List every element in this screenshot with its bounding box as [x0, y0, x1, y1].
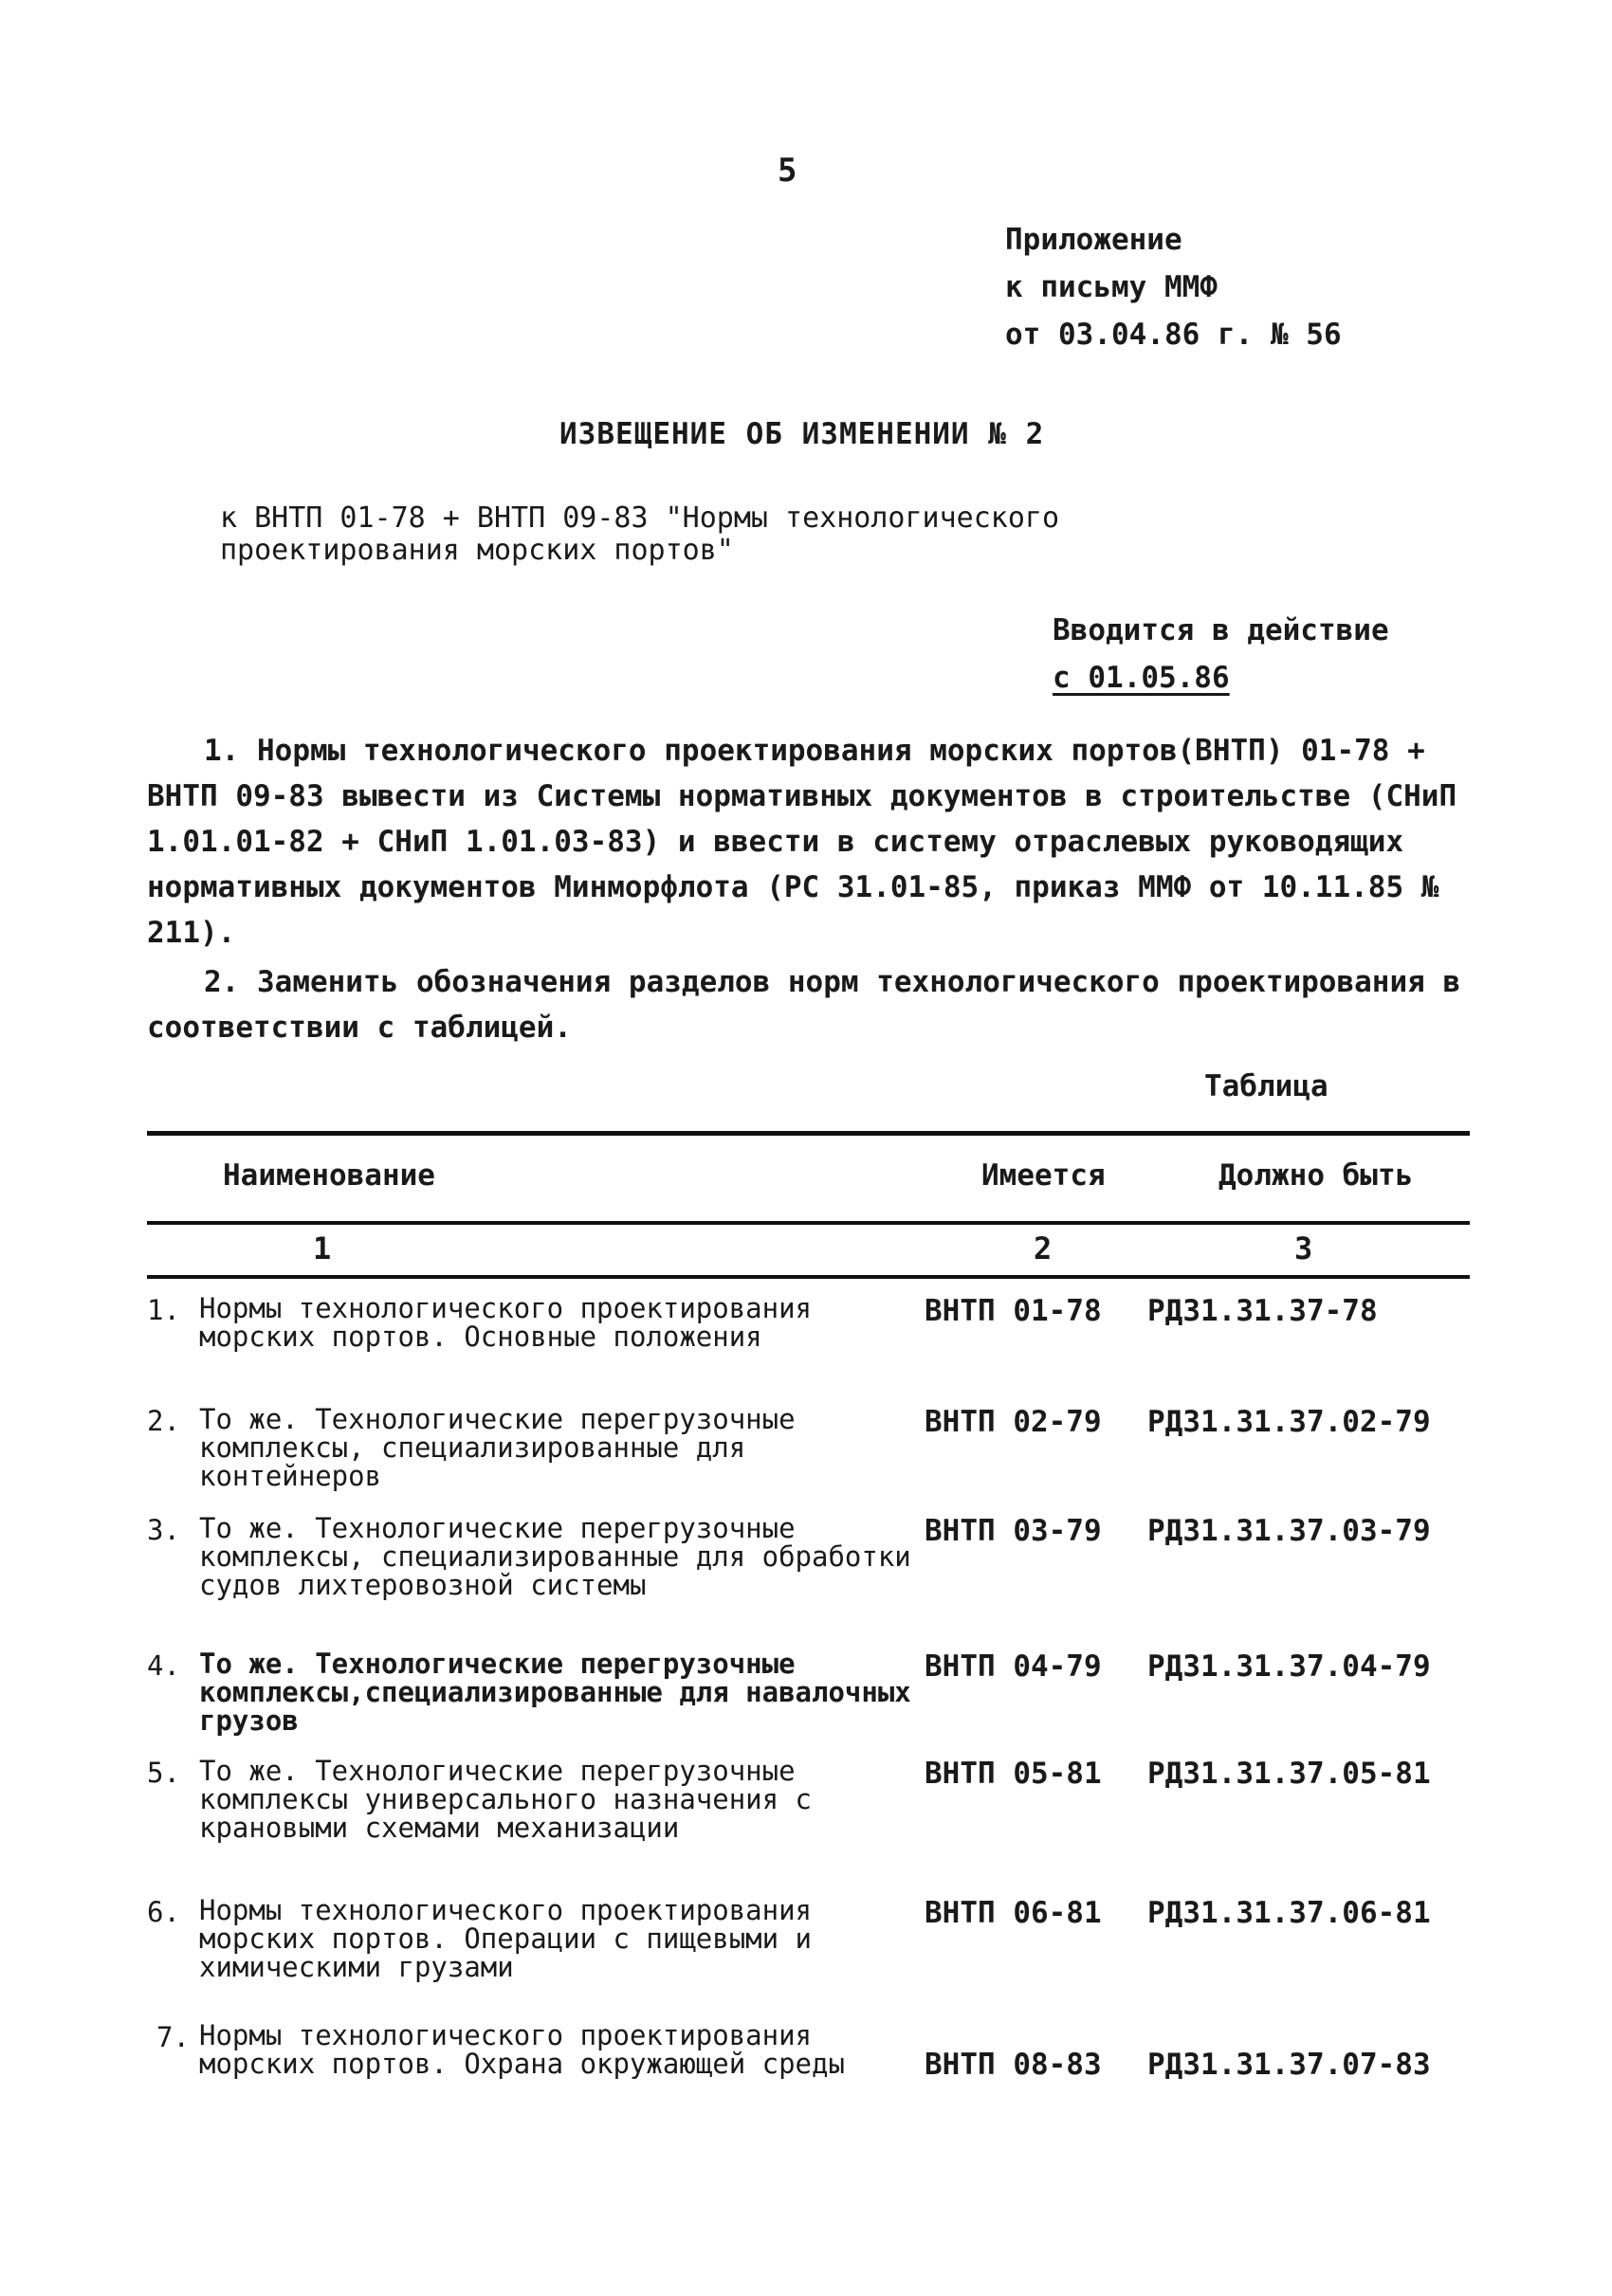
paragraph-1	[147, 728, 1465, 956]
row-name: Нормы технологического проектирования морских портов. Основные положения	[199, 1292, 813, 1353]
row-has: ВНТП 02-79	[925, 1405, 1102, 1439]
table-numbers-rule	[147, 1275, 1470, 1279]
paragraph-2	[147, 959, 1465, 1050]
header-name: Наименование	[223, 1158, 435, 1193]
header-has: Имеется	[981, 1158, 1106, 1193]
row-number: 6.	[147, 1896, 180, 1928]
row-has: ВНТП 01-78	[925, 1294, 1102, 1328]
effective-label: Вводится в действие	[1053, 613, 1389, 647]
appendix-line-3: от 03.04.86 г. № 56	[1005, 318, 1342, 352]
row-has: ВНТП 03-79	[925, 1514, 1102, 1548]
paragraph-2-text: 2. Заменить обозначения разделов норм технологического проектирования в соответствии с таблицей.	[147, 965, 1461, 1045]
row-should: РД31.31.37.06-81	[1147, 1896, 1431, 1930]
paragraph-1-text: 1. Нормы технологического проектирования морских портов(ВНТП) 01-78 + ВНТП 09-83 вывести из Системы нормативных документов в строительстве (СНиП 1.01.01-82 + СНиП 1.01.03-83) и ввести в систему отраслевых руководящих нормативных документов Минморфлота (РС 31.01-85, приказ ММФ от 10.11.85 № 211).	[147, 734, 1457, 950]
row-should: РД31.31.37.04-79	[1147, 1649, 1431, 1684]
row-number: 2.	[147, 1405, 180, 1437]
row-has: ВНТП 06-81	[925, 1896, 1102, 1930]
row-has: ВНТП 08-83	[925, 2048, 1102, 2082]
row-name: Нормы технологического проектирования морских портов. Операции с пищевыми и химическими грузами	[199, 1894, 813, 1983]
table-top-rule	[147, 1131, 1470, 1136]
row-has: ВНТП 04-79	[925, 1649, 1102, 1684]
row-name: То же. Технологические перегрузочные комплексы, специализированные для контейнеров	[199, 1403, 796, 1492]
notice-subject	[220, 502, 1263, 567]
header-should: Должно быть	[1218, 1158, 1414, 1193]
row-number: 4.	[147, 1649, 180, 1682]
row-name: То же. Технологические перегрузочные комплексы,специализированные для навалочных грузов	[199, 1648, 911, 1737]
appendix-line-2: к письму ММФ	[1005, 270, 1218, 304]
column-number-1: 1	[313, 1230, 332, 1266]
appendix-line-1: Приложение	[1005, 223, 1182, 257]
row-should: РД31.31.37.03-79	[1147, 1514, 1431, 1548]
row-name: То же. Технологические перегрузочные комплексы, специализированные для обработки судов лихтеровозной системы	[199, 1512, 911, 1601]
table-label: Таблица	[1204, 1069, 1328, 1103]
appendix-block	[1005, 216, 1342, 358]
row-should: РД31.31.37.02-79	[1147, 1405, 1431, 1439]
effective-date: с 01.05.86	[1053, 661, 1230, 695]
table-header-rule	[147, 1221, 1470, 1225]
row-should: РД31.31.37.05-81	[1147, 1757, 1431, 1791]
row-should: РД31.31.37.07-83	[1147, 2048, 1431, 2082]
subject-line-2: проектирования морских портов"	[220, 534, 734, 567]
row-name: То же. Технологические перегрузочные комплексы универсального назначения с крановыми схемами механизации	[199, 1755, 813, 1844]
column-number-2: 2	[1034, 1230, 1053, 1266]
subject-line-1: к ВНТП 01-78 + ВНТП 09-83 "Нормы технологического	[220, 501, 1060, 535]
notice-title: ИЗВЕЩЕНИЕ ОБ ИЗМЕНЕНИИ № 2	[559, 417, 1045, 451]
row-has: ВНТП 05-81	[925, 1757, 1102, 1791]
column-number-3: 3	[1294, 1230, 1313, 1266]
row-should: РД31.31.37-78	[1147, 1294, 1378, 1328]
page-number: 5	[778, 152, 797, 190]
effective-block	[1053, 607, 1389, 702]
row-number: 5.	[147, 1757, 180, 1789]
row-name: Нормы технологического проектирования морских портов. Охрана окружающей среды	[199, 2019, 845, 2080]
row-number: 7.	[156, 2021, 190, 2053]
row-number: 1.	[147, 1294, 180, 1326]
row-number: 3.	[147, 1514, 180, 1546]
